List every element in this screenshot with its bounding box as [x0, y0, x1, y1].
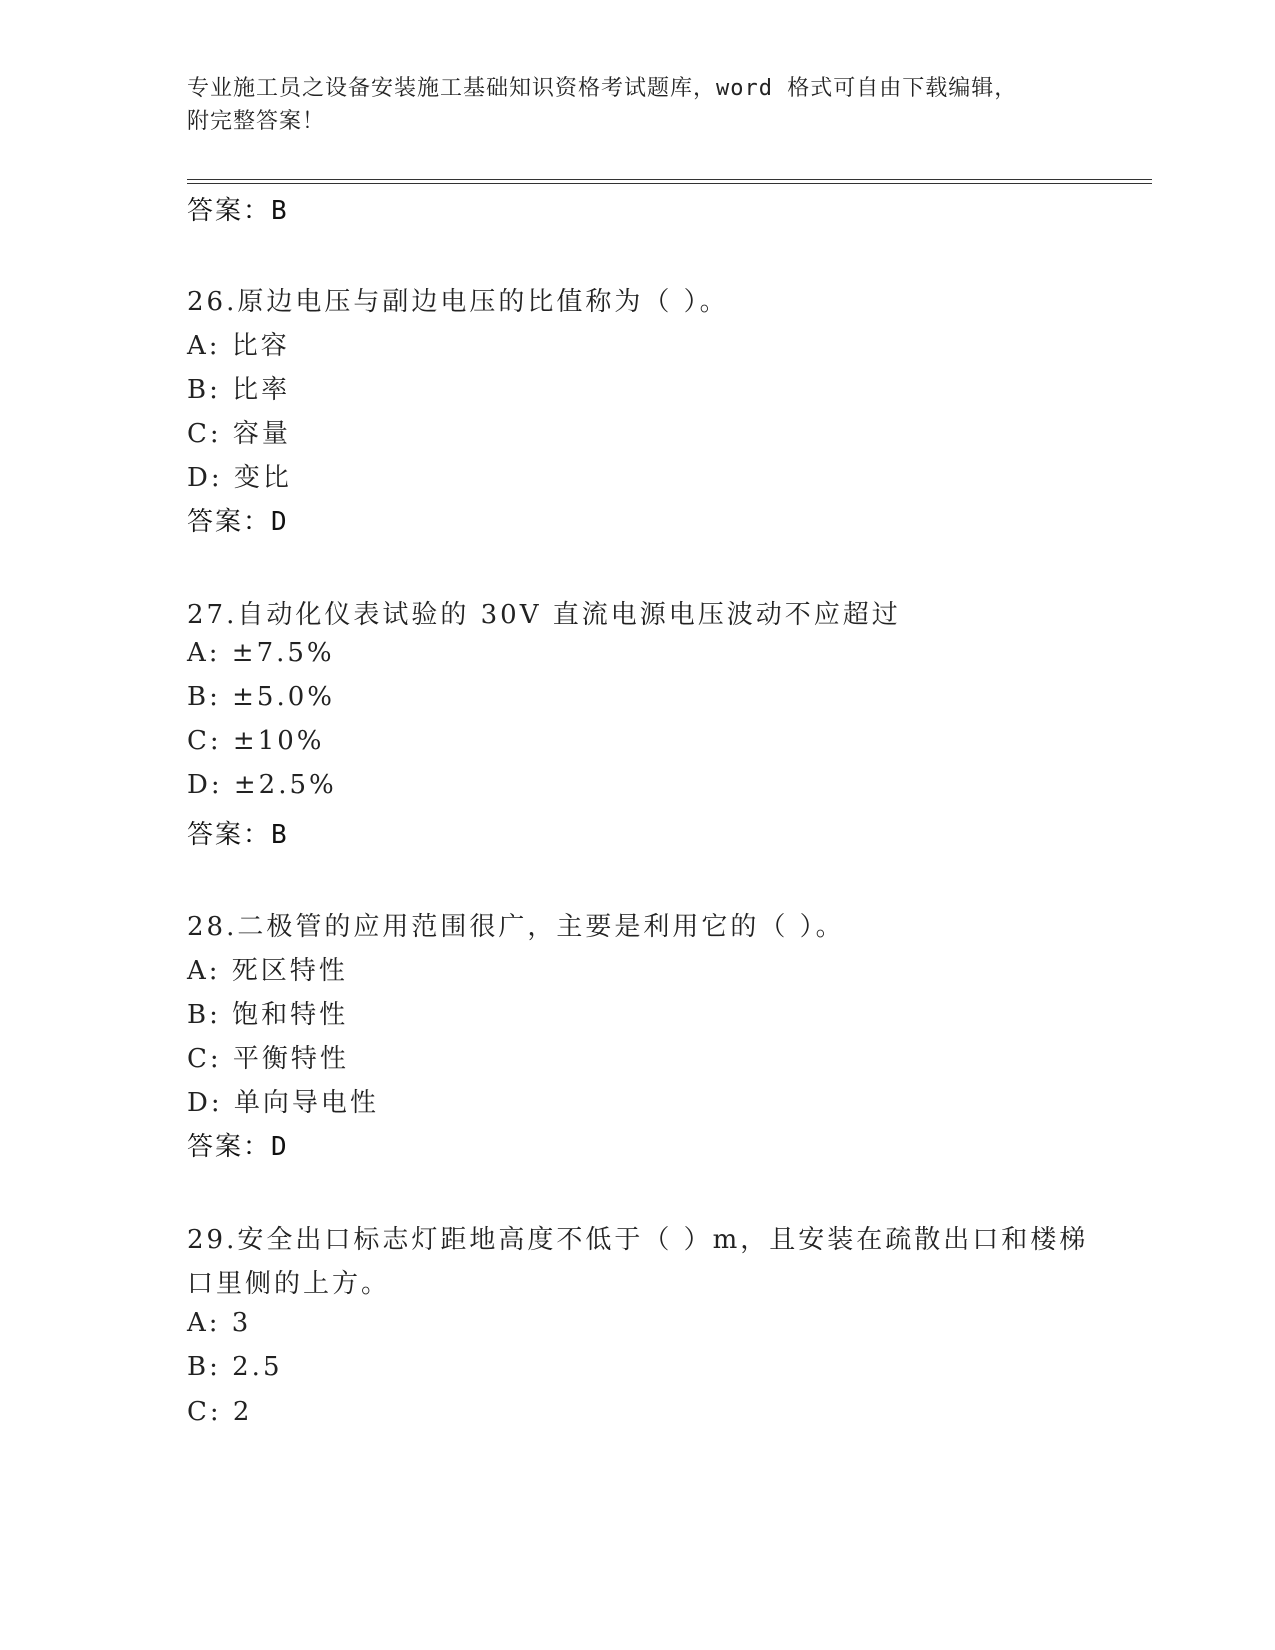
question-28-stem: 28.二极管的应用范围很广，主要是利用它的（ ）。	[187, 912, 845, 942]
question-27-stem: 27.自动化仪表试验的 30V 直流电源电压波动不应超过	[187, 600, 901, 630]
header-divider-bottom	[187, 183, 1152, 184]
question-26-option-c: C: 容量	[187, 419, 291, 449]
question-29-option-a: A: 3	[187, 1308, 252, 1338]
question-26-option-b: B: 比率	[187, 375, 291, 405]
question-28-answer: 答案：D	[187, 1132, 289, 1162]
question-26-option-a: A: 比容	[187, 331, 290, 361]
question-29-stem-line-1: 29.安全出口标志灯距地高度不低于（ ）m，且安装在疏散出口和楼梯	[187, 1225, 1089, 1255]
question-28-option-d: D: 单向导电性	[187, 1088, 379, 1118]
question-26-stem: 26.原边电压与副边电压的比值称为（ ）。	[187, 287, 729, 317]
question-27-answer: 答案：B	[187, 820, 289, 850]
header-divider-top	[187, 179, 1152, 180]
question-27-option-b: B: ±5.0%	[187, 682, 335, 712]
question-28-option-a: A: 死区特性	[187, 956, 348, 986]
header-line-1: 专业施工员之设备安装施工基础知识资格考试题库，word 格式可自由下载编辑，	[187, 76, 1018, 101]
question-29-option-c: C: 2	[187, 1397, 253, 1427]
document-header	[187, 72, 1087, 138]
question-28-option-c: C: 平衡特性	[187, 1044, 349, 1074]
question-29-stem-line-2: 口里侧的上方。	[187, 1269, 391, 1299]
question-26-option-d: D: 变比	[187, 463, 292, 493]
question-27-option-a: A: ±7.5%	[187, 638, 335, 668]
question-27-option-d: D: ±2.5%	[187, 770, 337, 800]
question-29-option-b: B: 2.5	[187, 1352, 283, 1382]
question-28-option-b: B: 饱和特性	[187, 1000, 349, 1030]
answer-prev: 答案：B	[187, 196, 289, 226]
question-27-option-c: C: ±10%	[187, 726, 325, 756]
question-26-answer: 答案：D	[187, 507, 289, 537]
header-line-2: 附完整答案！	[187, 109, 326, 134]
